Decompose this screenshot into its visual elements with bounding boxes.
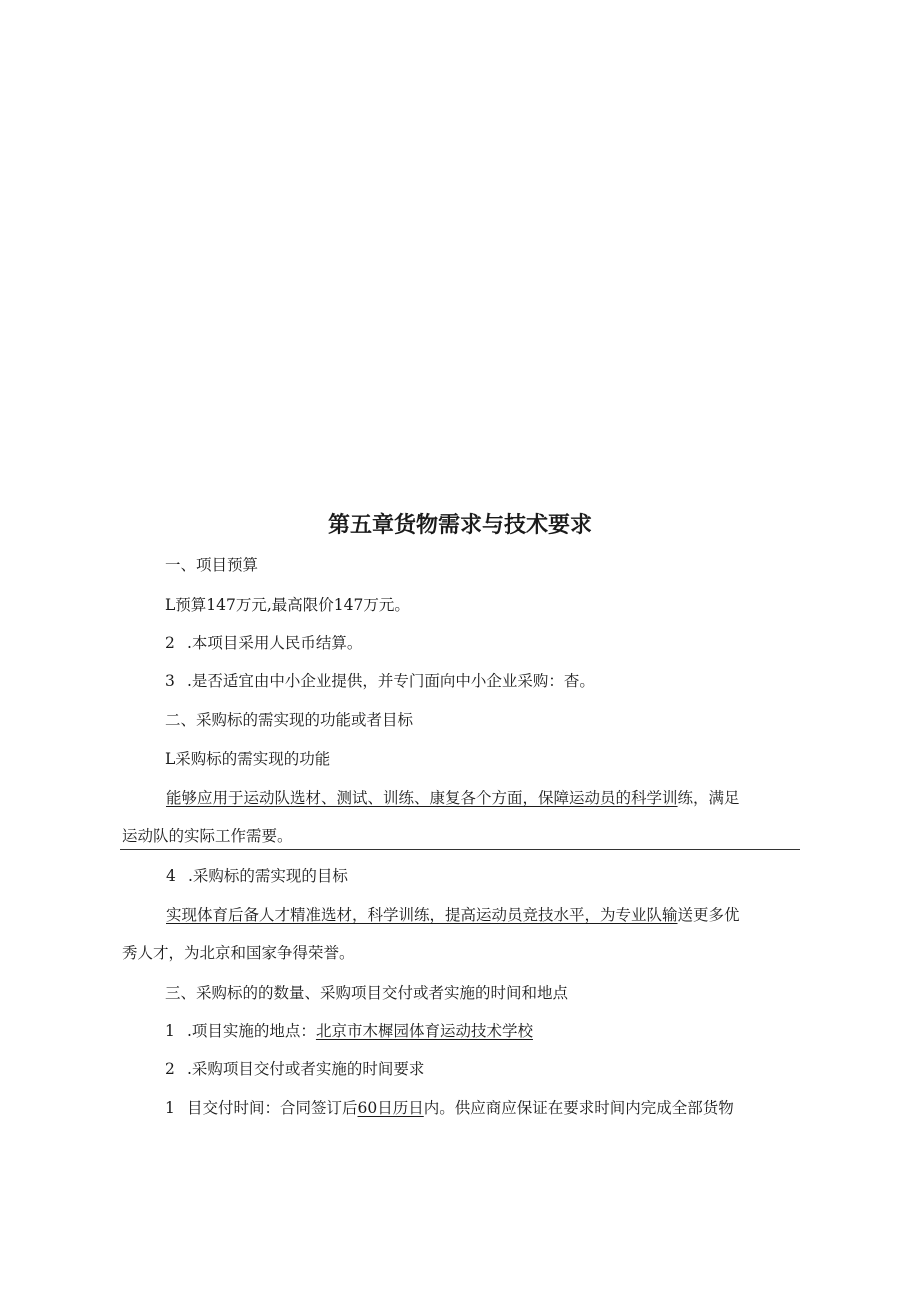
- item-text: .项目实施的地点：: [187, 1022, 316, 1040]
- item-number: 2: [165, 1060, 175, 1078]
- item-text: .是否适宜由中小企业提供，并专门面向中小企业采购：杳。: [187, 672, 595, 690]
- delivery-time-line: [165, 1097, 734, 1119]
- item-number: 4: [166, 867, 176, 885]
- underlined-text: 能够应用于运动队选材、测试、训练、康复各个方面，保障运动员的科学训: [166, 789, 678, 807]
- goal-paragraph-line-1: [166, 904, 740, 926]
- item-number: 3: [165, 672, 175, 690]
- section-2-heading: 二、采购标的需实现的功能或者目标: [165, 711, 414, 729]
- location-text: 北京市木樨园体育运动技术学校: [315, 1022, 533, 1040]
- location-item-1: [165, 1020, 533, 1042]
- item-text: .采购项目交付或者实施的时间要求: [187, 1060, 425, 1078]
- goal-paragraph-line-2: 秀人才，为北京和国家争得荣誉。: [122, 944, 355, 962]
- item-text: .本项目采用人民币结算。: [187, 634, 363, 652]
- section-3-heading: 三、采购标的的数量、采购项目交付或者实施的时间和地点: [165, 984, 569, 1002]
- item-number: 1: [165, 1022, 175, 1040]
- time-item-2: [165, 1058, 424, 1080]
- item-text: .采购标的需实现的目标: [188, 867, 348, 885]
- function-paragraph-line-2: 运动队的实际工作需要。: [122, 827, 293, 845]
- paragraph-text: 练，满足: [677, 789, 740, 807]
- section-1-heading: 一、项目预算: [165, 556, 259, 574]
- function-item-1: L采购标的需实现的功能: [165, 750, 331, 768]
- goal-item-4: [166, 865, 348, 887]
- horizontal-rule: [120, 849, 800, 850]
- delivery-days: 60日历日: [357, 1099, 424, 1117]
- item-text: 内。供应商应保证在要求时间内完成全部货物: [423, 1099, 734, 1117]
- item-number: 1: [165, 1099, 175, 1117]
- budget-item-2: [165, 632, 362, 654]
- item-text: 目交付时间：合同签订后: [187, 1099, 358, 1117]
- budget-item-1: L预算147万元,最高限价147万元。: [165, 596, 410, 614]
- paragraph-text: 送更多优: [677, 906, 740, 924]
- item-number: 2: [165, 634, 175, 652]
- budget-item-3: [165, 670, 595, 692]
- function-paragraph-line-1: [166, 787, 740, 809]
- underlined-text: 实现体育后备人才精准选材，科学训练，提高运动员竞技水平，为专业队输: [166, 906, 678, 924]
- chapter-title: 第五章货物需求与技术要求: [327, 513, 592, 538]
